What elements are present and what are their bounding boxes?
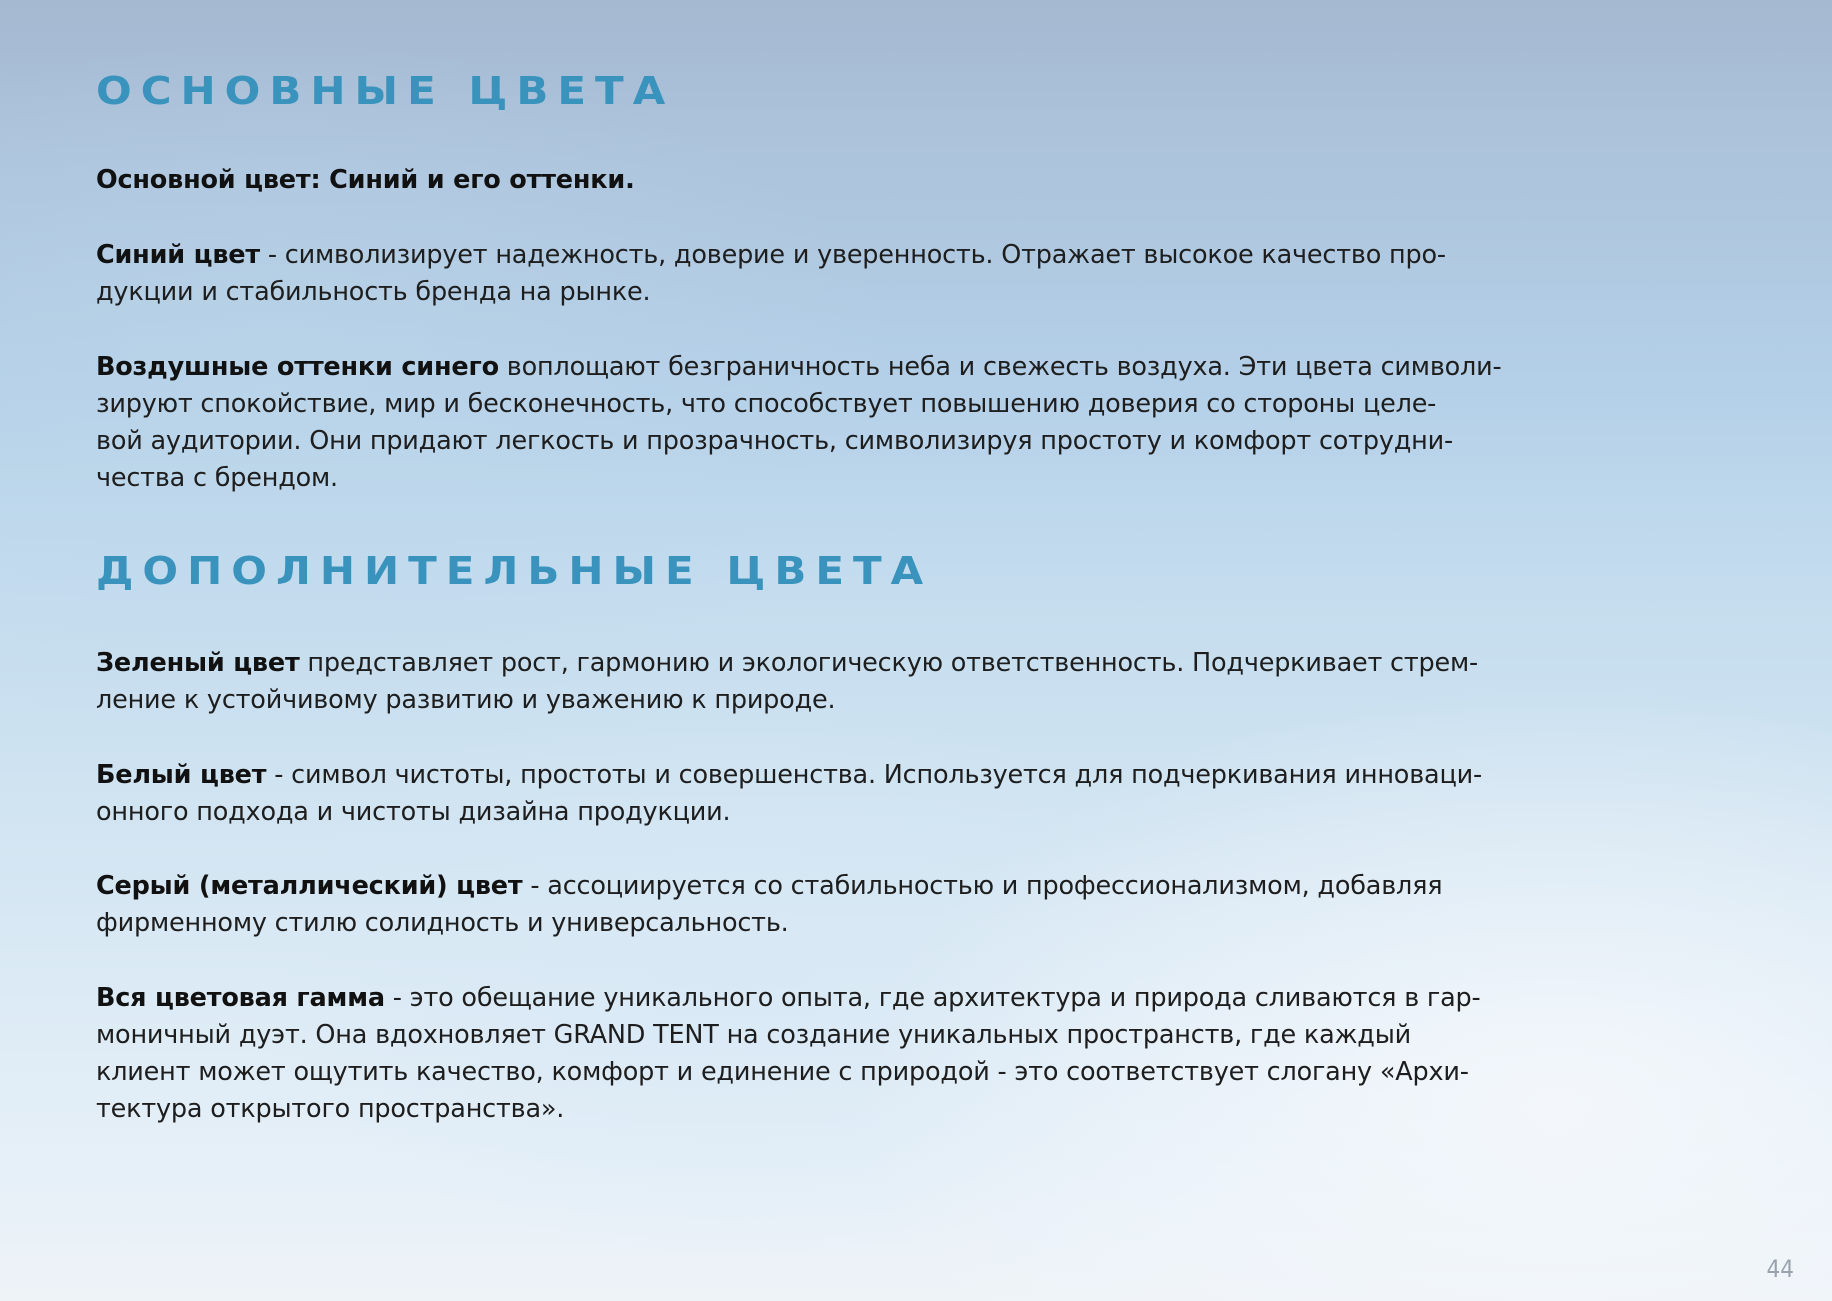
paragraph-line — [96, 349, 1502, 386]
paragraph-line: вой аудитории. Они придают легкость и прозрачность, символизируя простоту и комфорт сотрудни- — [96, 426, 1453, 456]
paragraph-lead: Вся цветовая гамма — [96, 983, 385, 1013]
paragraph-text: воплощают безграничность неба и свежесть воздуха. Эти цвета символи- — [498, 352, 1502, 382]
paragraph-lead: Зеленый цвет — [96, 648, 300, 678]
paragraph-text: - ассоциируется со стабильностью и профессионализмом, добавляя — [522, 871, 1443, 901]
paragraph-line: дукции и стабильность бренда на рынке. — [96, 277, 651, 307]
paragraph-text: представляет рост, гармонию и экологическую ответственность. Подчеркивает стрем- — [299, 648, 1479, 678]
primary-color-subtitle — [96, 162, 635, 199]
paragraph-text: - это обещание уникального опыта, где архитектура и природа сливаются в гар- — [384, 983, 1481, 1013]
paragraph-line: чества с брендом. — [96, 463, 338, 493]
paragraph-lead: Синий цвет — [96, 240, 260, 270]
paragraph-line: тектура открытого пространства». — [96, 1094, 565, 1124]
paragraph-air-shades — [96, 349, 1502, 497]
paragraph-green — [96, 645, 1478, 719]
paragraph-gray — [96, 868, 1442, 942]
paragraph-lead: Белый цвет — [96, 760, 267, 790]
paragraph-line: зируют спокойствие, мир и бесконечность, что способствует повышению доверия со стороны целе- — [96, 389, 1437, 419]
paragraph-line — [96, 757, 1482, 794]
subtitle-text: Основной цвет: Синий и его оттенки. — [96, 165, 635, 195]
paragraph-line — [96, 237, 1446, 274]
paragraph-line: клиент может ощутить качество, комфорт и единение с природой - это соответствует слогану «Архи- — [96, 1057, 1469, 1087]
paragraph-blue — [96, 237, 1446, 311]
paragraph-line — [96, 980, 1481, 1017]
paragraph-text: - символ чистоты, простоты и совершенства. Используется для подчеркивания инноваци- — [266, 760, 1482, 790]
paragraph-lead: Серый (металлический) цвет — [96, 871, 523, 901]
primary-colors-heading: ОСНОВНЫЕ ЦВЕТА — [96, 68, 675, 114]
paragraph-white — [96, 757, 1482, 831]
paragraph-line — [96, 868, 1442, 905]
paragraph-line — [96, 645, 1478, 682]
secondary-colors-heading: ДОПОЛНИТЕЛЬНЫЕ ЦВЕТА — [96, 548, 933, 594]
paragraph-full-palette — [96, 980, 1481, 1128]
paragraph-lead: Воздушные оттенки синего — [96, 352, 499, 382]
paragraph-line: фирменному стилю солидность и универсальность. — [96, 908, 789, 938]
paragraph-text: - символизирует надежность, доверие и уверенность. Отражает высокое качество про- — [259, 240, 1446, 270]
paragraph-line: моничный дуэт. Она вдохновляет GRAND TENT на создание уникальных пространств, где каждый — [96, 1020, 1412, 1050]
paragraph-line: онного подхода и чистоты дизайна продукции. — [96, 797, 731, 827]
page-number: 44 — [1766, 1255, 1794, 1283]
paragraph-line: ление к устойчивому развитию и уважению к природе. — [96, 685, 836, 715]
